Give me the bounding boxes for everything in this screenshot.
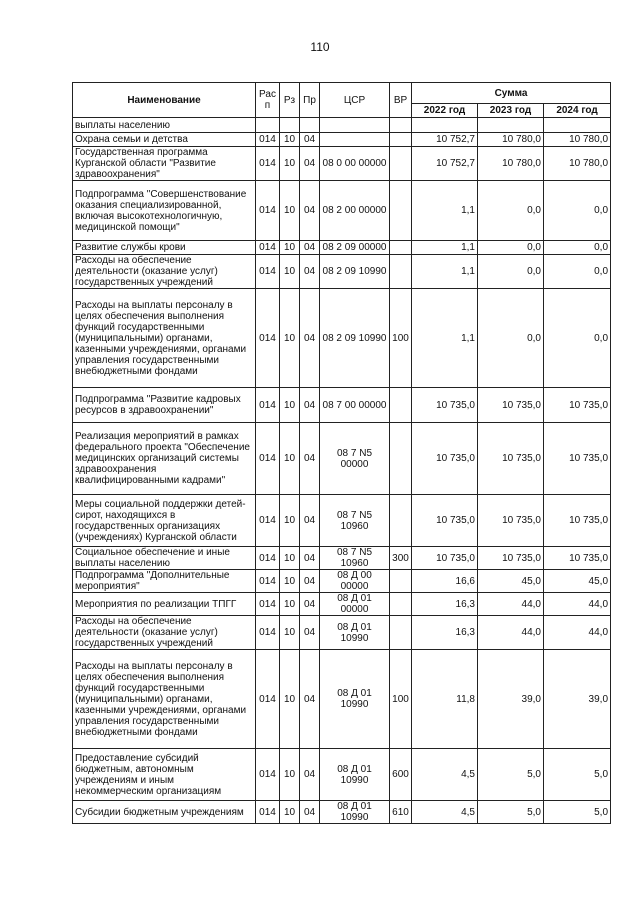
row-amount-2022: 10 735,0 bbox=[412, 547, 478, 570]
row-csr: 08 Д 01 00000 bbox=[320, 593, 390, 616]
row-ras: 014 bbox=[256, 241, 280, 255]
row-ras: 014 bbox=[256, 255, 280, 289]
row-pr: 04 bbox=[300, 241, 320, 255]
row-rz: 10 bbox=[280, 547, 300, 570]
row-name: Социальное обеспечение и иные выплаты населению bbox=[73, 547, 256, 570]
row-csr: 08 7 N5 10960 bbox=[320, 495, 390, 547]
row-name: Подпрограмма "Совершенствование оказания специализированной, включая высокотехнологичную, медицинской помощи" bbox=[73, 181, 256, 241]
row-ras: 014 bbox=[256, 181, 280, 241]
row-amount-2022: 4,5 bbox=[412, 801, 478, 824]
row-ras: 014 bbox=[256, 616, 280, 650]
row-amount-2024: 44,0 bbox=[544, 616, 611, 650]
header-csr: ЦСР bbox=[320, 83, 390, 118]
row-csr: 08 Д 01 10990 bbox=[320, 650, 390, 749]
row-name: Подпрограмма "Дополнительные мероприятия" bbox=[73, 570, 256, 593]
row-vr bbox=[390, 255, 412, 289]
row-vr bbox=[390, 495, 412, 547]
row-pr: 04 bbox=[300, 289, 320, 388]
row-name: выплаты населению bbox=[73, 118, 256, 133]
header-name: Наименование bbox=[73, 83, 256, 118]
row-rz: 10 bbox=[280, 650, 300, 749]
row-rz: 10 bbox=[280, 289, 300, 388]
row-pr: 04 bbox=[300, 570, 320, 593]
header-year-2024: 2024 год bbox=[544, 104, 611, 118]
row-ras: 014 bbox=[256, 423, 280, 495]
header-year-2023: 2023 год bbox=[478, 104, 544, 118]
row-name: Расходы на выплаты персоналу в целях обеспечения выполнения функций государственными (муниципальными) органами, казенными учреждениями, органами управления государственными внебюджетными фондами bbox=[73, 289, 256, 388]
row-pr: 04 bbox=[300, 593, 320, 616]
header-ras: Рас п bbox=[256, 83, 280, 118]
row-amount-2024: 5,0 bbox=[544, 749, 611, 801]
row-vr bbox=[390, 570, 412, 593]
table-row bbox=[73, 118, 611, 133]
row-amount-2023: 10 735,0 bbox=[478, 423, 544, 495]
row-rz: 10 bbox=[280, 147, 300, 181]
row-pr: 04 bbox=[300, 650, 320, 749]
row-amount-2022: 1,1 bbox=[412, 241, 478, 255]
row-ras: 014 bbox=[256, 570, 280, 593]
row-name: Субсидии бюджетным учреждениям bbox=[73, 801, 256, 824]
row-name: Расходы на обеспечение деятельности (оказание услуг) государственных учреждений bbox=[73, 255, 256, 289]
header-sum: Сумма bbox=[412, 83, 611, 104]
row-csr: 08 2 09 10990 bbox=[320, 289, 390, 388]
table-row bbox=[73, 495, 611, 547]
row-csr: 08 0 00 00000 bbox=[320, 147, 390, 181]
row-name: Подпрограмма "Развитие кадровых ресурсов в здравоохранении" bbox=[73, 388, 256, 423]
row-csr bbox=[320, 133, 390, 147]
row-amount-2022: 4,5 bbox=[412, 749, 478, 801]
row-name: Государственная программа Курганской области "Развитие здравоохранения" bbox=[73, 147, 256, 181]
table-row bbox=[73, 616, 611, 650]
row-name: Расходы на выплаты персоналу в целях обеспечения выполнения функций государственными (муниципальными) органами, казенными учреждениями, органами управления государственными внебюджетными фондами bbox=[73, 650, 256, 749]
row-vr bbox=[390, 388, 412, 423]
row-csr: 08 2 00 00000 bbox=[320, 181, 390, 241]
row-amount-2022: 10 735,0 bbox=[412, 495, 478, 547]
row-amount-2024: 0,0 bbox=[544, 181, 611, 241]
row-amount-2022: 1,1 bbox=[412, 255, 478, 289]
table-row bbox=[73, 547, 611, 570]
row-csr: 08 Д 01 10990 bbox=[320, 616, 390, 650]
row-amount-2023 bbox=[478, 118, 544, 133]
row-name: Расходы на обеспечение деятельности (оказание услуг) государственных учреждений bbox=[73, 616, 256, 650]
table-row bbox=[73, 593, 611, 616]
row-vr bbox=[390, 593, 412, 616]
row-amount-2024: 0,0 bbox=[544, 289, 611, 388]
row-amount-2024: 10 735,0 bbox=[544, 547, 611, 570]
row-amount-2024: 10 780,0 bbox=[544, 147, 611, 181]
row-csr: 08 2 09 10990 bbox=[320, 255, 390, 289]
row-rz: 10 bbox=[280, 801, 300, 824]
row-amount-2022: 16,6 bbox=[412, 570, 478, 593]
row-csr: 08 7 00 00000 bbox=[320, 388, 390, 423]
header-year-2022: 2022 год bbox=[412, 104, 478, 118]
row-vr bbox=[390, 241, 412, 255]
table-row bbox=[73, 241, 611, 255]
page-number: 110 bbox=[310, 40, 330, 54]
header-vr: ВР bbox=[390, 83, 412, 118]
row-name: Охрана семьи и детства bbox=[73, 133, 256, 147]
row-vr: 100 bbox=[390, 650, 412, 749]
row-amount-2022: 16,3 bbox=[412, 616, 478, 650]
row-amount-2023: 10 780,0 bbox=[478, 147, 544, 181]
row-rz: 10 bbox=[280, 749, 300, 801]
row-amount-2024 bbox=[544, 118, 611, 133]
row-ras: 014 bbox=[256, 650, 280, 749]
row-amount-2022: 1,1 bbox=[412, 181, 478, 241]
row-amount-2022: 16,3 bbox=[412, 593, 478, 616]
row-amount-2023: 44,0 bbox=[478, 593, 544, 616]
row-amount-2023: 5,0 bbox=[478, 801, 544, 824]
row-ras: 014 bbox=[256, 749, 280, 801]
row-rz: 10 bbox=[280, 570, 300, 593]
row-vr: 300 bbox=[390, 547, 412, 570]
row-csr: 08 Д 01 10990 bbox=[320, 801, 390, 824]
row-pr: 04 bbox=[300, 388, 320, 423]
row-amount-2023: 10 735,0 bbox=[478, 547, 544, 570]
row-pr: 04 bbox=[300, 423, 320, 495]
row-pr: 04 bbox=[300, 255, 320, 289]
row-rz: 10 bbox=[280, 495, 300, 547]
header-rz: Рз bbox=[280, 83, 300, 118]
row-amount-2023: 45,0 bbox=[478, 570, 544, 593]
row-amount-2024: 45,0 bbox=[544, 570, 611, 593]
row-pr: 04 bbox=[300, 495, 320, 547]
table-row bbox=[73, 181, 611, 241]
row-amount-2023: 0,0 bbox=[478, 255, 544, 289]
table-row bbox=[73, 801, 611, 824]
row-vr bbox=[390, 147, 412, 181]
table-row bbox=[73, 650, 611, 749]
row-pr: 04 bbox=[300, 801, 320, 824]
row-vr bbox=[390, 616, 412, 650]
header-pr: Пр bbox=[300, 83, 320, 118]
row-pr: 04 bbox=[300, 547, 320, 570]
row-ras: 014 bbox=[256, 289, 280, 388]
row-name: Предоставление субсидий бюджетным, автономным учреждениям и иным некоммерческим организациям bbox=[73, 749, 256, 801]
row-amount-2023: 10 735,0 bbox=[478, 388, 544, 423]
table-row bbox=[73, 255, 611, 289]
table-row bbox=[73, 749, 611, 801]
row-amount-2024: 0,0 bbox=[544, 255, 611, 289]
row-amount-2022 bbox=[412, 118, 478, 133]
row-name: Мероприятия по реализации ТПГГ bbox=[73, 593, 256, 616]
row-pr: 04 bbox=[300, 147, 320, 181]
row-vr: 100 bbox=[390, 289, 412, 388]
row-amount-2022: 10 752,7 bbox=[412, 147, 478, 181]
row-ras: 014 bbox=[256, 495, 280, 547]
row-ras: 014 bbox=[256, 593, 280, 616]
row-amount-2024: 0,0 bbox=[544, 241, 611, 255]
row-vr: 610 bbox=[390, 801, 412, 824]
row-amount-2023: 5,0 bbox=[478, 749, 544, 801]
row-amount-2023: 10 735,0 bbox=[478, 495, 544, 547]
table-row bbox=[73, 289, 611, 388]
table-row bbox=[73, 423, 611, 495]
row-amount-2023: 0,0 bbox=[478, 181, 544, 241]
table-row bbox=[73, 570, 611, 593]
row-rz: 10 bbox=[280, 423, 300, 495]
row-rz bbox=[280, 118, 300, 133]
row-ras: 014 bbox=[256, 547, 280, 570]
row-vr bbox=[390, 133, 412, 147]
row-amount-2024: 44,0 bbox=[544, 593, 611, 616]
budget-table bbox=[72, 82, 611, 824]
row-csr bbox=[320, 118, 390, 133]
row-amount-2022: 10 735,0 bbox=[412, 388, 478, 423]
row-pr: 04 bbox=[300, 181, 320, 241]
row-csr: 08 Д 00 00000 bbox=[320, 570, 390, 593]
table-row bbox=[73, 147, 611, 181]
row-amount-2024: 39,0 bbox=[544, 650, 611, 749]
row-amount-2023: 0,0 bbox=[478, 241, 544, 255]
table-row bbox=[73, 388, 611, 423]
row-rz: 10 bbox=[280, 388, 300, 423]
row-csr: 08 2 09 00000 bbox=[320, 241, 390, 255]
row-amount-2024: 5,0 bbox=[544, 801, 611, 824]
row-amount-2023: 39,0 bbox=[478, 650, 544, 749]
row-ras: 014 bbox=[256, 801, 280, 824]
row-amount-2024: 10 735,0 bbox=[544, 423, 611, 495]
table-row bbox=[73, 133, 611, 147]
row-ras: 014 bbox=[256, 133, 280, 147]
row-name: Меры социальной поддержки детей-сирот, находящихся в государственных организациях (учреждениях) Курганской области bbox=[73, 495, 256, 547]
row-amount-2022: 11,8 bbox=[412, 650, 478, 749]
row-amount-2024: 10 780,0 bbox=[544, 133, 611, 147]
row-rz: 10 bbox=[280, 593, 300, 616]
row-vr bbox=[390, 118, 412, 133]
row-rz: 10 bbox=[280, 181, 300, 241]
row-vr: 600 bbox=[390, 749, 412, 801]
row-amount-2022: 10 735,0 bbox=[412, 423, 478, 495]
row-vr bbox=[390, 181, 412, 241]
row-pr: 04 bbox=[300, 616, 320, 650]
row-amount-2022: 10 752,7 bbox=[412, 133, 478, 147]
row-amount-2024: 10 735,0 bbox=[544, 388, 611, 423]
row-ras: 014 bbox=[256, 147, 280, 181]
row-csr: 08 7 N5 00000 bbox=[320, 423, 390, 495]
row-rz: 10 bbox=[280, 241, 300, 255]
row-vr bbox=[390, 423, 412, 495]
row-amount-2023: 10 780,0 bbox=[478, 133, 544, 147]
row-csr: 08 Д 01 10990 bbox=[320, 749, 390, 801]
row-pr: 04 bbox=[300, 133, 320, 147]
row-amount-2023: 44,0 bbox=[478, 616, 544, 650]
row-rz: 10 bbox=[280, 133, 300, 147]
row-rz: 10 bbox=[280, 255, 300, 289]
row-name: Развитие службы крови bbox=[73, 241, 256, 255]
row-ras bbox=[256, 118, 280, 133]
row-csr: 08 7 N5 10960 bbox=[320, 547, 390, 570]
row-amount-2024: 10 735,0 bbox=[544, 495, 611, 547]
row-pr: 04 bbox=[300, 749, 320, 801]
row-ras: 014 bbox=[256, 388, 280, 423]
row-pr bbox=[300, 118, 320, 133]
row-amount-2022: 1,1 bbox=[412, 289, 478, 388]
row-name: Реализация мероприятий в рамках федерального проекта "Обеспечение медицинских организаций системы здравоохранения квалифицированными кадрами" bbox=[73, 423, 256, 495]
row-amount-2023: 0,0 bbox=[478, 289, 544, 388]
row-rz: 10 bbox=[280, 616, 300, 650]
